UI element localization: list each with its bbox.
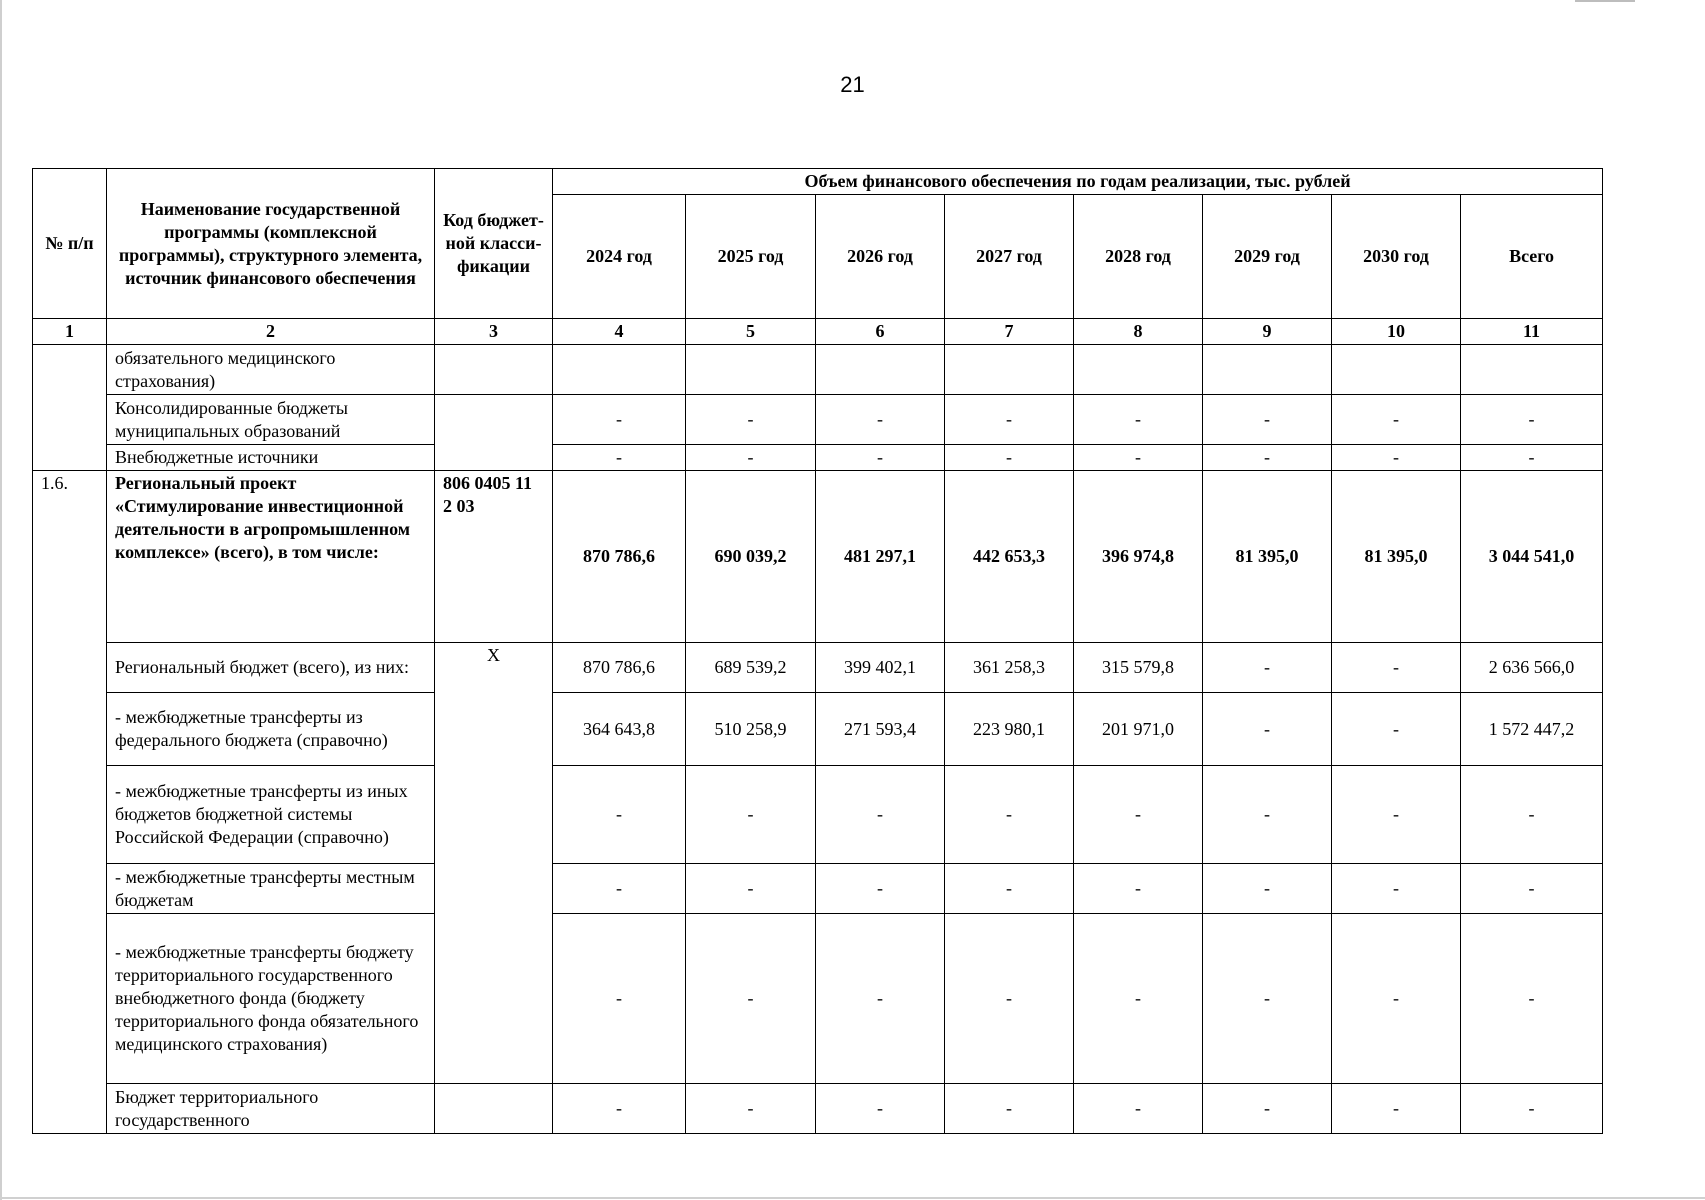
col-number: 7 xyxy=(945,319,1074,345)
value-2030 xyxy=(1332,345,1461,395)
col-number: 9 xyxy=(1203,319,1332,345)
value-2025: 689 539,2 xyxy=(686,643,816,693)
value-2025: 510 258,9 xyxy=(686,693,816,766)
col-number: 3 xyxy=(435,319,553,345)
value-2028: - xyxy=(1074,1084,1203,1134)
col-number: 6 xyxy=(816,319,945,345)
value-2026: 399 402,1 xyxy=(816,643,945,693)
header-year-2024: 2024 год xyxy=(553,195,686,319)
value-total: 2 636 566,0 xyxy=(1461,643,1603,693)
value-2025: - xyxy=(686,1084,816,1134)
value-2029: - xyxy=(1203,766,1332,864)
value-total: 1 572 447,2 xyxy=(1461,693,1603,766)
header-name: Наименование государственной программы (комплексной программы), структурного элемента, источник финансового обеспечения xyxy=(107,169,435,319)
value-2029 xyxy=(1203,345,1332,395)
value-total: - xyxy=(1461,864,1603,914)
col-number: 5 xyxy=(686,319,816,345)
value-2029: - xyxy=(1203,864,1332,914)
value-2026: - xyxy=(816,445,945,471)
value-2030: 81 395,0 xyxy=(1332,471,1461,643)
value-total: - xyxy=(1461,914,1603,1084)
table-row xyxy=(33,914,1603,1084)
value-2029: - xyxy=(1203,693,1332,766)
value-2027: - xyxy=(945,914,1074,1084)
row-num-cell xyxy=(33,345,107,471)
row-name: обязательного медицинского страхования) xyxy=(107,345,435,395)
value-2029: 81 395,0 xyxy=(1203,471,1332,643)
value-2029: - xyxy=(1203,395,1332,445)
value-total: - xyxy=(1461,395,1603,445)
value-2026: - xyxy=(816,914,945,1084)
row-name: Бюджет территориального государственного xyxy=(107,1084,435,1134)
value-2025: 690 039,2 xyxy=(686,471,816,643)
header-year-2026: 2026 год xyxy=(816,195,945,319)
value-total: - xyxy=(1461,445,1603,471)
value-2026: 481 297,1 xyxy=(816,471,945,643)
table-row xyxy=(33,345,1603,395)
row-name: Консолидированные бюджеты муниципальных образований xyxy=(107,395,435,445)
value-2024 xyxy=(553,345,686,395)
value-2025: - xyxy=(686,395,816,445)
table-row xyxy=(33,766,1603,864)
top-scan-mark xyxy=(1575,0,1635,2)
value-2027: - xyxy=(945,395,1074,445)
value-2026: - xyxy=(816,864,945,914)
value-2030: - xyxy=(1332,914,1461,1084)
row-name: Региональный проект «Стимулирование инвестиционной деятельности в агропромышленном комплексе» (всего), в том числе: xyxy=(107,471,435,643)
value-2030: - xyxy=(1332,693,1461,766)
value-2028: 315 579,8 xyxy=(1074,643,1203,693)
value-2024: - xyxy=(553,395,686,445)
value-2030: - xyxy=(1332,864,1461,914)
col-number: 10 xyxy=(1332,319,1461,345)
value-2024: - xyxy=(553,864,686,914)
value-2028: - xyxy=(1074,395,1203,445)
value-2025: - xyxy=(686,864,816,914)
value-2029: - xyxy=(1203,445,1332,471)
value-2027: 223 980,1 xyxy=(945,693,1074,766)
row-name: - межбюджетные трансферты бюджету территориального государственного внебюджетного фонда (бюджету территориального фонда обязательного медицинского страхования) xyxy=(107,914,435,1084)
row-name: - межбюджетные трансферты местным бюджетам xyxy=(107,864,435,914)
bottom-scan-edge xyxy=(0,1197,1705,1199)
header-code: Код бюджет-ной класси-фикации xyxy=(435,169,553,319)
value-total: - xyxy=(1461,1084,1603,1134)
budget-table xyxy=(32,168,1603,1134)
value-2030: - xyxy=(1332,1084,1461,1134)
header-year-2027: 2027 год xyxy=(945,195,1074,319)
value-2028 xyxy=(1074,345,1203,395)
table-row xyxy=(33,1084,1603,1134)
value-2025: - xyxy=(686,766,816,864)
value-2025 xyxy=(686,345,816,395)
value-2030: - xyxy=(1332,766,1461,864)
table-row xyxy=(33,643,1603,693)
row-num: 1.6. xyxy=(33,471,107,1134)
page-number: 21 xyxy=(840,72,865,97)
table-row xyxy=(33,395,1603,445)
value-2029: - xyxy=(1203,1084,1332,1134)
value-2029: - xyxy=(1203,643,1332,693)
value-2028: - xyxy=(1074,445,1203,471)
value-2027: 361 258,3 xyxy=(945,643,1074,693)
value-2028: - xyxy=(1074,766,1203,864)
value-2024: 870 786,6 xyxy=(553,471,686,643)
value-2026: - xyxy=(816,766,945,864)
table-row xyxy=(33,693,1603,766)
value-total: 3 044 541,0 xyxy=(1461,471,1603,643)
value-2030: - xyxy=(1332,395,1461,445)
value-2024: 364 643,8 xyxy=(553,693,686,766)
value-2026: - xyxy=(816,395,945,445)
row-code xyxy=(435,345,553,395)
row-code: 806 0405 11 2 03 xyxy=(435,471,553,643)
table-row xyxy=(33,445,1603,471)
value-total: - xyxy=(1461,766,1603,864)
value-2027: - xyxy=(945,445,1074,471)
header-volume: Объем финансового обеспечения по годам реализации, тыс. рублей xyxy=(553,169,1603,195)
value-2028: 201 971,0 xyxy=(1074,693,1203,766)
value-2027: - xyxy=(945,766,1074,864)
row-code xyxy=(435,1084,553,1134)
col-number: 4 xyxy=(553,319,686,345)
col-number: 11 xyxy=(1461,319,1603,345)
value-2027: 442 653,3 xyxy=(945,471,1074,643)
value-2024: - xyxy=(553,445,686,471)
row-name: - межбюджетные трансферты из федерального бюджета (справочно) xyxy=(107,693,435,766)
value-2029: - xyxy=(1203,914,1332,1084)
row-code: X xyxy=(435,643,553,1084)
value-2028: - xyxy=(1074,864,1203,914)
value-2027: - xyxy=(945,1084,1074,1134)
value-2024: - xyxy=(553,914,686,1084)
header-year-2029: 2029 год xyxy=(1203,195,1332,319)
value-2027 xyxy=(945,345,1074,395)
left-scan-edge xyxy=(0,0,2,1200)
row-name: Региональный бюджет (всего), из них: xyxy=(107,643,435,693)
value-2026 xyxy=(816,345,945,395)
header-year-2025: 2025 год xyxy=(686,195,816,319)
value-2025: - xyxy=(686,445,816,471)
row-name: - межбюджетные трансферты из иных бюджетов бюджетной системы Российской Федерации (справочно) xyxy=(107,766,435,864)
value-2028: 396 974,8 xyxy=(1074,471,1203,643)
value-total xyxy=(1461,345,1603,395)
value-2026: 271 593,4 xyxy=(816,693,945,766)
row-name: Внебюджетные источники xyxy=(107,445,435,471)
header-year-2028: 2028 год xyxy=(1074,195,1203,319)
value-2025: - xyxy=(686,914,816,1084)
table-row xyxy=(33,471,1603,643)
header-year-2030: 2030 год xyxy=(1332,195,1461,319)
value-2030: - xyxy=(1332,445,1461,471)
value-2026: - xyxy=(816,1084,945,1134)
col-number: 1 xyxy=(33,319,107,345)
value-2024: 870 786,6 xyxy=(553,643,686,693)
value-2024: - xyxy=(553,1084,686,1134)
value-2027: - xyxy=(945,864,1074,914)
header-num: № п/п xyxy=(33,169,107,319)
value-2028: - xyxy=(1074,914,1203,1084)
row-code xyxy=(435,395,553,471)
col-number: 2 xyxy=(107,319,435,345)
col-number: 8 xyxy=(1074,319,1203,345)
value-2030: - xyxy=(1332,643,1461,693)
value-2024: - xyxy=(553,766,686,864)
header-total: Всего xyxy=(1461,195,1603,319)
table-row xyxy=(33,864,1603,914)
